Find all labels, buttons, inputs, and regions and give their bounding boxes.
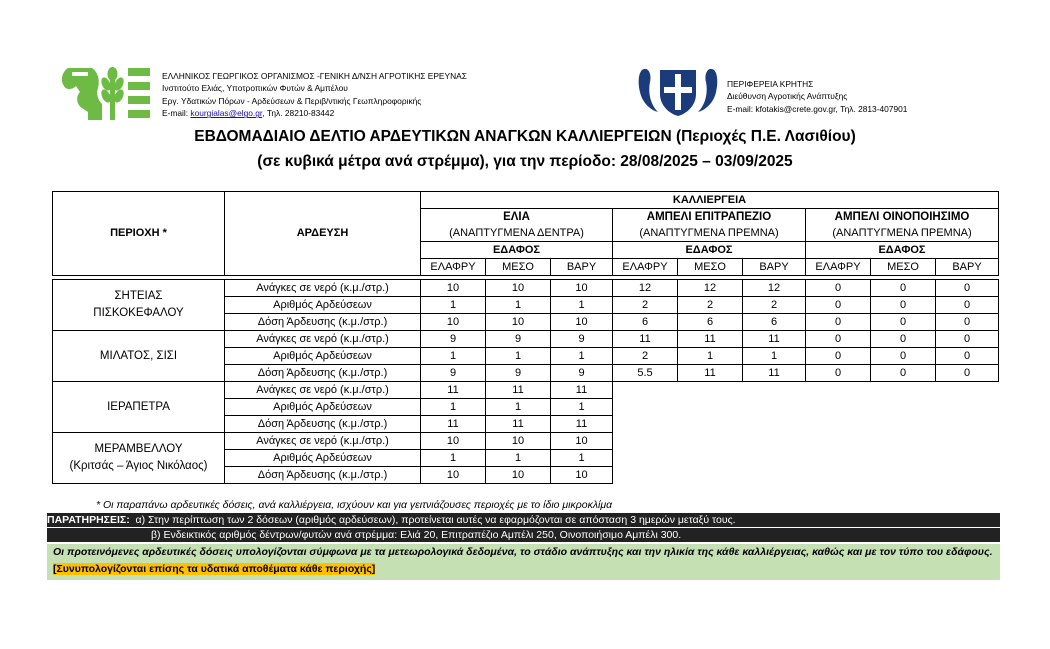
- empty-cell: [871, 450, 936, 467]
- value-cell: 10: [551, 280, 613, 297]
- empty-cell: [743, 433, 806, 450]
- value-cell: 0: [936, 280, 999, 297]
- empty-cell: [743, 382, 806, 399]
- value-cell: 6: [678, 314, 743, 331]
- value-cell: 9: [551, 365, 613, 382]
- email-prefix: E-mail:: [162, 108, 191, 119]
- value-cell: 0: [871, 348, 936, 365]
- value-cell: 1: [551, 297, 613, 314]
- value-cell: 10: [551, 314, 613, 331]
- empty-cell: [936, 399, 999, 416]
- value-cell: 9: [421, 365, 486, 382]
- empty-cell: [806, 382, 871, 399]
- soil-heavy: ΒΑΡΥ: [936, 259, 999, 276]
- soil-heavy: ΒΑΡΥ: [743, 259, 806, 276]
- empty-cell: [936, 450, 999, 467]
- irrigation-label: Ανάγκες σε νερό (κ.μ./στρ.): [225, 331, 421, 348]
- irrigation-label: Δόση Άρδευσης (κ.μ./στρ.): [225, 416, 421, 433]
- region-name-line1: ΙΕΡΑΠΕΤΡΑ: [107, 400, 170, 413]
- irrigation-label: Αριθμός Αρδεύσεων: [225, 399, 421, 416]
- document-subtitle: (σε κυβικά μέτρα ανά στρέμμα), για την περίοδο: 28/08/2025 – 03/09/2025: [257, 153, 793, 170]
- value-cell: 11: [743, 331, 806, 348]
- empty-cell: [936, 416, 999, 433]
- info-box: [47, 544, 1000, 580]
- value-cell: 0: [936, 297, 999, 314]
- soil-label: ΕΔΑΦΟΣ: [613, 242, 806, 259]
- value-cell: 10: [486, 433, 551, 450]
- soil-heavy: ΒΑΡΥ: [551, 259, 613, 276]
- soil-label: ΕΔΑΦΟΣ: [806, 242, 999, 259]
- value-cell: 1: [486, 399, 551, 416]
- empty-cell: [613, 450, 678, 467]
- empty-cell: [743, 416, 806, 433]
- value-cell: 0: [936, 314, 999, 331]
- value-cell: 10: [486, 314, 551, 331]
- header-irrigation: ΑΡΔΕΥΣΗ: [225, 192, 421, 276]
- header-right-line2: Διεύθυνση Αγροτικής Ανάπτυξης: [727, 91, 848, 102]
- soil-light: ΕΛΑΦΡΥ: [421, 259, 486, 276]
- value-cell: 1: [551, 450, 613, 467]
- value-cell: 0: [936, 331, 999, 348]
- value-cell: 11: [678, 331, 743, 348]
- value-cell: 11: [486, 416, 551, 433]
- value-cell: 6: [743, 314, 806, 331]
- empty-cell: [678, 450, 743, 467]
- empty-cell: [871, 399, 936, 416]
- value-cell: 0: [936, 348, 999, 365]
- value-cell: 1: [486, 450, 551, 467]
- empty-cell: [613, 382, 678, 399]
- value-cell: 2: [613, 297, 678, 314]
- value-cell: 9: [486, 365, 551, 382]
- document-title: ΕΒΔΟΜΑΔΙΑΙΟ ΔΕΛΤΙΟ ΑΡΔΕΥΤΙΚΩΝ ΑΝΑΓΚΩΝ ΚΑΛΛΙΕΡΓΕΙΩΝ (Περιοχές Π.Ε. Λασιθίου): [194, 128, 856, 145]
- value-cell: 0: [806, 348, 871, 365]
- info-text: Οι προτεινόμενες αρδευτικές δόσεις υπολογίζονται σύμφωνα με τα μετεωρολογικά δεδομένα, το στάδιο ανάπτυξης και την ηλικία της κάθε καλλιέργειας, καθώς και με τον τύπο του εδάφους.: [53, 546, 993, 558]
- soil-light: ΕΛΑΦΡΥ: [613, 259, 678, 276]
- irrigation-label: Αριθμός Αρδεύσεων: [225, 297, 421, 314]
- value-cell: 12: [743, 280, 806, 297]
- table-row: [53, 331, 999, 348]
- region-name-line1: ΜΕΡΑΜΒΕΛΛΟΥ: [94, 443, 183, 455]
- crop-wine-grape-sub: (ΑΝΑΠΤΥΓΜΕΝΑ ΠΡΕΜΝΑ): [806, 225, 999, 242]
- region-name-line1: ΣΗΤΕΙΑΣ: [114, 290, 163, 302]
- region-name: [53, 280, 225, 331]
- empty-cell: [871, 433, 936, 450]
- empty-cell: [678, 399, 743, 416]
- value-cell: 0: [806, 331, 871, 348]
- soil-medium: ΜΕΣΟ: [486, 259, 551, 276]
- table-row: [53, 280, 999, 297]
- empty-cell: [613, 433, 678, 450]
- value-cell: 11: [421, 416, 486, 433]
- empty-cell: [678, 467, 743, 484]
- value-cell: 1: [486, 297, 551, 314]
- remarks-b: β) Ενδεικτικός αριθμός δέντρων/φυτών ανά στρέμμα: Ελιά 20, Επιτραπέζιο Αμπέλι 250, Οινοποιήσιμο Αμπέλι 300.: [151, 529, 682, 541]
- value-cell: 0: [871, 331, 936, 348]
- value-cell: 2: [743, 297, 806, 314]
- value-cell: 11: [551, 416, 613, 433]
- value-cell: 10: [421, 433, 486, 450]
- empty-cell: [806, 450, 871, 467]
- header-left-line1: ΕΛΛΗΝΙΚΟΣ ΓΕΩΡΓΙΚΟΣ ΟΡΓΑΝΙΣΜΟΣ -ΓΕΝΙΚΗ Δ/ΝΣΗ ΑΓΡΟΤΙΚΗΣ ΕΡΕΥΝΑΣ: [162, 71, 467, 81]
- empty-cell: [678, 416, 743, 433]
- irrigation-label: Δόση Άρδευσης (κ.μ./στρ.): [225, 365, 421, 382]
- header-region: ΠΕΡΙΟΧΗ *: [53, 192, 225, 276]
- value-cell: 9: [486, 331, 551, 348]
- irrigation-label: Αριθμός Αρδεύσεων: [225, 450, 421, 467]
- value-cell: 0: [871, 297, 936, 314]
- value-cell: 2: [613, 348, 678, 365]
- value-cell: 10: [421, 467, 486, 484]
- value-cell: 0: [871, 314, 936, 331]
- table-row: [53, 433, 999, 450]
- value-cell: 1: [421, 297, 486, 314]
- soil-label: ΕΔΑΦΟΣ: [421, 242, 613, 259]
- region-name: [53, 433, 225, 484]
- remarks-row-a: [47, 513, 1000, 527]
- remarks-label: ΠΑΡΑΤΗΡΗΣΕΙΣ:: [47, 514, 130, 526]
- empty-cell: [806, 416, 871, 433]
- value-cell: 11: [678, 365, 743, 382]
- empty-cell: [678, 382, 743, 399]
- region-name-line2: ΠΙΣΚΟΚΕΦΑΛΟΥ: [93, 307, 184, 319]
- value-cell: 10: [551, 433, 613, 450]
- remarks-a: α) Στην περίπτωση των 2 δόσεων (αριθμός αρδεύσεων), προτείνεται αυτές να εφαρμόζονται σε απόσταση 3 ημερών μεταξύ τους.: [129, 514, 736, 526]
- empty-cell: [936, 433, 999, 450]
- crop-olive: ΕΛΙΑ: [421, 209, 613, 226]
- empty-cell: [613, 399, 678, 416]
- value-cell: 0: [871, 280, 936, 297]
- soil-light: ΕΛΑΦΡΥ: [806, 259, 871, 276]
- header-right-line3: E-mail: kfotakis@crete.gov.gr, Τηλ. 2813-407901: [727, 103, 908, 114]
- value-cell: 1: [743, 348, 806, 365]
- email-link[interactable]: kourgialas@elgo.gr: [190, 108, 263, 119]
- region-name: [53, 382, 225, 433]
- value-cell: 10: [421, 280, 486, 297]
- value-cell: 5.5: [613, 365, 678, 382]
- value-cell: 1: [421, 348, 486, 365]
- crop-table-grape: ΑΜΠΕΛΙ ΕΠΙΤΡΑΠΕΖΙΟ: [613, 209, 806, 226]
- value-cell: 0: [871, 365, 936, 382]
- header-left-text: [162, 70, 467, 120]
- value-cell: 11: [486, 382, 551, 399]
- empty-cell: [806, 467, 871, 484]
- empty-cell: [806, 433, 871, 450]
- value-cell: 0: [806, 297, 871, 314]
- irrigation-label: Ανάγκες σε νερό (κ.μ./στρ.): [225, 382, 421, 399]
- empty-cell: [678, 433, 743, 450]
- footnote: * Οι παραπάνω αρδευτικές δόσεις, ανά καλλιέργεια, ισχύουν και για γειτνιάζουσες περιοχές με το ίδιο μικροκλίμα: [96, 499, 613, 511]
- value-cell: 1: [551, 348, 613, 365]
- empty-cell: [936, 382, 999, 399]
- value-cell: 9: [421, 331, 486, 348]
- value-cell: 11: [551, 382, 613, 399]
- irrigation-label: Ανάγκες σε νερό (κ.μ./στρ.): [225, 280, 421, 297]
- value-cell: 0: [806, 314, 871, 331]
- value-cell: 0: [806, 365, 871, 382]
- value-cell: 6: [613, 314, 678, 331]
- crop-table-grape-sub: (ΑΝΑΠΤΥΓΜΕΝΑ ΠΡΕΜΝΑ): [613, 225, 806, 242]
- header-left-line3: Εργ. Υδατικών Πόρων - Αρδεύσεων & Περιβ/ντικής Γεωπληροφορικής: [162, 95, 422, 106]
- value-cell: 12: [678, 280, 743, 297]
- crop-olive-sub: (ΑΝΑΠΤΥΓΜΕΝΑ ΔΕΝΤΡΑ): [421, 225, 613, 242]
- value-cell: 1: [678, 348, 743, 365]
- value-cell: 10: [486, 467, 551, 484]
- crop-wine-grape: ΑΜΠΕΛΙ ΟΙΝΟΠΟΙΗΣΙΜΟ: [806, 209, 999, 226]
- value-cell: 0: [806, 280, 871, 297]
- empty-cell: [936, 467, 999, 484]
- value-cell: 12: [613, 280, 678, 297]
- empty-cell: [871, 382, 936, 399]
- remarks-row-b: [47, 528, 1000, 542]
- empty-cell: [871, 467, 936, 484]
- empty-cell: [743, 467, 806, 484]
- value-cell: 9: [551, 331, 613, 348]
- empty-cell: [806, 399, 871, 416]
- irrigation-label: Ανάγκες σε νερό (κ.μ./στρ.): [225, 433, 421, 450]
- value-cell: 1: [551, 399, 613, 416]
- region-name-line1: ΜΙΛΑΤΟΣ, ΣΙΣΙ: [99, 349, 178, 362]
- irrigation-table: [52, 191, 999, 484]
- value-cell: 11: [613, 331, 678, 348]
- phone-text: , Τηλ. 28210-83442: [262, 108, 335, 119]
- header-crops: ΚΑΛΛΙΕΡΓΕΙΑ: [421, 192, 999, 209]
- value-cell: 1: [421, 450, 486, 467]
- header-left-line2: Ινστιτούτο Ελιάς, Υποτροπικών Φυτών & Αμπέλου: [162, 83, 348, 94]
- value-cell: 1: [486, 348, 551, 365]
- empty-cell: [871, 416, 936, 433]
- irrigation-label: Δόση Άρδευσης (κ.μ./στρ.): [225, 467, 421, 484]
- region-name-line2: (Κριτσάς – Άγιος Νικόλαος): [69, 460, 208, 472]
- header-left-contact: [162, 107, 467, 119]
- elgo-demeter-logo-icon: [58, 64, 156, 120]
- irrigation-label: Αριθμός Αρδεύσεων: [225, 348, 421, 365]
- header-right-text: [727, 78, 907, 115]
- irrigation-label: Δόση Άρδευσης (κ.μ./στρ.): [225, 314, 421, 331]
- value-cell: 10: [421, 314, 486, 331]
- empty-cell: [743, 399, 806, 416]
- value-cell: 1: [421, 399, 486, 416]
- soil-medium: ΜΕΣΟ: [678, 259, 743, 276]
- empty-cell: [613, 467, 678, 484]
- value-cell: 10: [486, 280, 551, 297]
- region-name: [53, 331, 225, 382]
- soil-medium: ΜΕΣΟ: [871, 259, 936, 276]
- table-row: [53, 382, 999, 399]
- value-cell: 11: [743, 365, 806, 382]
- value-cell: 10: [551, 467, 613, 484]
- header-right-line1: ΠΕΡΙΦΕΡΕΙΑ ΚΡΗΤΗΣ: [727, 79, 814, 89]
- empty-cell: [613, 416, 678, 433]
- value-cell: 0: [936, 365, 999, 382]
- value-cell: 11: [421, 382, 486, 399]
- greek-coat-of-arms-icon: [636, 64, 720, 118]
- value-cell: 2: [678, 297, 743, 314]
- empty-cell: [743, 450, 806, 467]
- info-highlight: [Συνυπολογίζονται επίσης τα υδατικά αποθέματα κάθε περιοχής]: [53, 563, 376, 575]
